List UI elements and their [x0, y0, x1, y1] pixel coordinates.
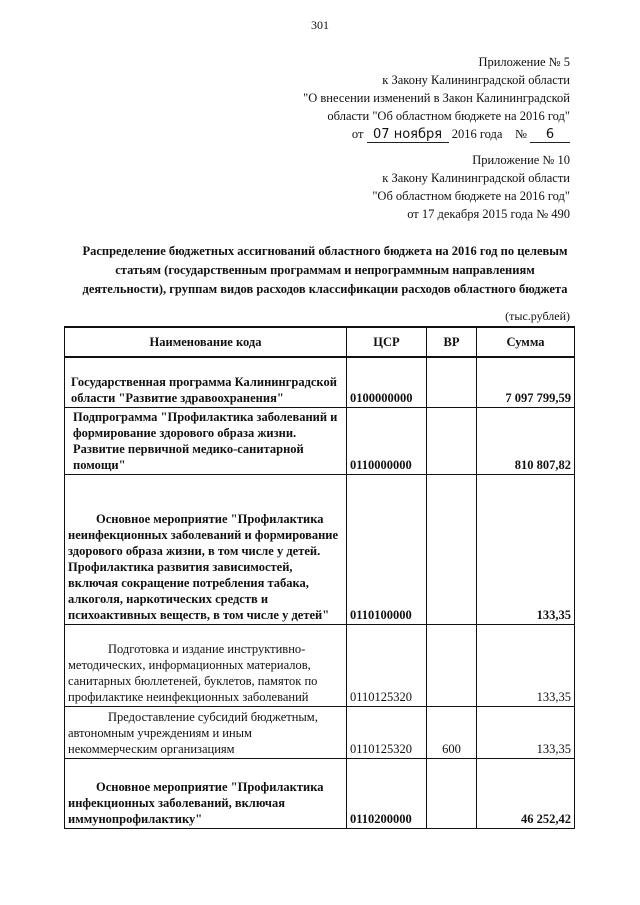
- row-sum: 7 097 799,59: [477, 357, 575, 407]
- appendix-new-line4: области "Об областном бюджете на 2016 год": [327, 109, 570, 123]
- number-prefix: №: [514, 127, 527, 141]
- row-vr: 600: [427, 706, 477, 758]
- row-sum: 133,35: [477, 474, 575, 624]
- budget-table: [64, 326, 575, 829]
- row-name: Подпрограмма "Профилактика заболеваний и формирование здорового образа жизни. Развитие первичной медико-санитарной помощи": [65, 407, 347, 474]
- table-row: [65, 407, 575, 474]
- row-csr: 0100000000: [347, 357, 427, 407]
- appendix-new-line3: "О внесении изменений в Закон Калининградской: [303, 91, 570, 105]
- table-row: [65, 357, 575, 407]
- row-csr: 0110125320: [347, 624, 427, 706]
- row-vr: [427, 357, 477, 407]
- row-name: Основное мероприятие "Профилактика инфекционных заболеваний, включая иммунопрофилактику": [65, 758, 347, 828]
- header-vr: ВР: [427, 327, 477, 357]
- row-sum: 810 807,82: [477, 407, 575, 474]
- table-row: [65, 474, 575, 624]
- row-name: Подготовка и издание инструктивно-методических, информационных материалов, санитарных бюллетеней, буклетов, памяток по профилактике неинфекционных заболеваний: [65, 624, 347, 706]
- table-row: [65, 758, 575, 828]
- row-vr: [427, 407, 477, 474]
- appendix-new-date-line: [303, 125, 570, 143]
- units-label: (тыс.рублей): [505, 309, 570, 323]
- year-text: 2016 года: [451, 127, 503, 141]
- row-sum: 133,35: [477, 706, 575, 758]
- row-csr: 0110100000: [347, 474, 427, 624]
- date-prefix: от: [351, 127, 364, 141]
- appendix-old-line1: Приложение № 10: [472, 153, 570, 167]
- row-csr: 0110000000: [347, 407, 427, 474]
- row-name: Предоставление субсидий бюджетным, автономным учреждениям и иным некоммерческим организациям: [65, 706, 347, 758]
- row-name: Государственная программа Калининградской области "Развитие здравоохранения": [65, 357, 347, 407]
- row-sum: 46 252,42: [477, 758, 575, 828]
- row-sum: 133,35: [477, 624, 575, 706]
- row-vr: [427, 474, 477, 624]
- table-row: [65, 706, 575, 758]
- appendix-old-line4: от 17 декабря 2015 года № 490: [407, 207, 570, 221]
- row-csr: 0110125320: [347, 706, 427, 758]
- handwritten-number: 6: [530, 127, 570, 143]
- row-csr: 0110200000: [347, 758, 427, 828]
- appendix-old-line2: к Закону Калининградской области: [382, 171, 570, 185]
- row-vr: [427, 624, 477, 706]
- handwritten-date: 07 ноября: [367, 127, 449, 143]
- appendix-new-block: [303, 53, 570, 143]
- header-csr: ЦСР: [347, 327, 427, 357]
- header-sum: Сумма: [477, 327, 575, 357]
- table-row: [65, 624, 575, 706]
- row-vr: [427, 758, 477, 828]
- table-header-row: [65, 327, 575, 357]
- row-name: Основное мероприятие "Профилактика неинфекционных заболеваний и формирование здорового образа жизни, в том числе у детей. Профилактика развития зависимостей, включая сокращение потребления табака, алкоголя, наркотических средств и психоактивных веществ, в том числе у детей": [65, 474, 347, 624]
- appendix-new-line2: к Закону Калининградской области: [382, 73, 570, 87]
- document-title: Распределение бюджетных ассигнований областного бюджета на 2016 год по целевым статьям (государственным программам и непрограммным направлениям деятельности), группам видов расходов классификации расходов областного бюджета: [82, 244, 568, 296]
- appendix-old-block: [372, 151, 570, 223]
- appendix-new-line1: Приложение № 5: [478, 55, 570, 69]
- page-number: 301: [311, 18, 329, 32]
- appendix-old-line3: "Об областном бюджете на 2016 год": [372, 189, 570, 203]
- header-name: Наименование кода: [65, 327, 347, 357]
